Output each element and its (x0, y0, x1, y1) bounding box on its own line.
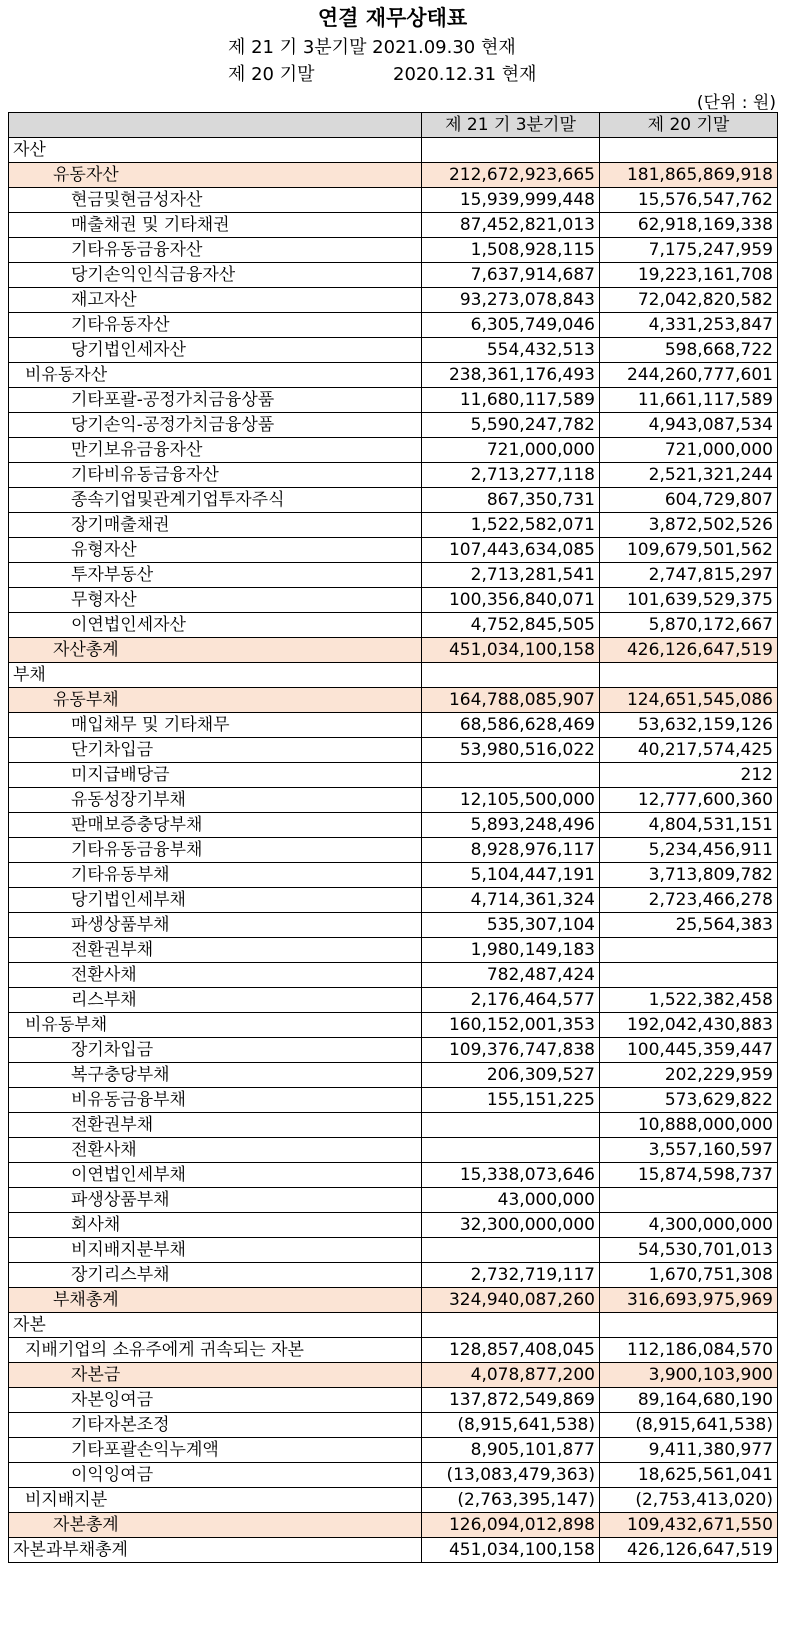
table-row (9, 1238, 778, 1263)
table-row (9, 288, 778, 313)
account-label: 전환권부채 (71, 1115, 154, 1135)
prior-period-value: 100,445,359,447 (600, 1038, 778, 1063)
account-cell (9, 1513, 422, 1538)
prior-period-date: 2020.12.31 현재 (393, 64, 537, 85)
account-label: 무형자산 (71, 590, 137, 610)
current-period-value: 2,713,281,541 (422, 563, 600, 588)
account-cell (9, 838, 422, 863)
statement-title: 연결 재무상태표 (317, 6, 468, 30)
table-row (9, 738, 778, 763)
account-cell (9, 1313, 422, 1338)
table-row (9, 713, 778, 738)
prior-period-value: 3,900,103,900 (600, 1363, 778, 1388)
prior-period-value: 109,432,671,550 (600, 1513, 778, 1538)
header-current-period: 제 21 기 3분기말 (422, 113, 600, 138)
account-cell (9, 1538, 422, 1563)
prior-period-value: 3,557,160,597 (600, 1138, 778, 1163)
current-period-value: 164,788,085,907 (422, 688, 600, 713)
current-period-value (422, 763, 600, 788)
table-row (9, 1488, 778, 1513)
account-label: 자본잉여금 (71, 1390, 154, 1410)
table-row (9, 613, 778, 638)
table-row (9, 563, 778, 588)
current-period-value: 6,305,749,046 (422, 313, 600, 338)
account-cell (9, 788, 422, 813)
table-row (9, 813, 778, 838)
account-cell (9, 1363, 422, 1388)
account-label: 기타유동자산 (71, 315, 170, 335)
current-period-value: 53,980,516,022 (422, 738, 600, 763)
account-label: 비유동자산 (25, 365, 108, 385)
account-label: 파생상품부채 (71, 1190, 170, 1210)
prior-period-value: 10,888,000,000 (600, 1113, 778, 1138)
current-period-value: 4,714,361,324 (422, 888, 600, 913)
prior-period-value (600, 1313, 778, 1338)
current-period-value: 12,105,500,000 (422, 788, 600, 813)
account-cell (9, 588, 422, 613)
current-period-value: 8,928,976,117 (422, 838, 600, 863)
table-row (9, 863, 778, 888)
account-cell (9, 1063, 422, 1088)
account-cell (9, 488, 422, 513)
prior-period-value: 1,522,382,458 (600, 988, 778, 1013)
prior-period-value: 604,729,807 (600, 488, 778, 513)
table-row (9, 238, 778, 263)
account-cell (9, 288, 422, 313)
table-row (9, 1263, 778, 1288)
account-cell (9, 1138, 422, 1163)
account-label: 리스부채 (71, 990, 137, 1010)
table-row (9, 1063, 778, 1088)
table-row (9, 1113, 778, 1138)
account-label: 기타자본조정 (71, 1415, 170, 1435)
account-label: 자본총계 (53, 1515, 119, 1535)
current-period-value: 324,940,087,260 (422, 1288, 600, 1313)
current-period-label: 제 21 기 3분기말 2021.09.30 현재 (228, 37, 516, 58)
account-cell (9, 1013, 422, 1038)
prior-period-value: 62,918,169,338 (600, 213, 778, 238)
account-cell (9, 1213, 422, 1238)
prior-period-value: 15,874,598,737 (600, 1163, 778, 1188)
account-label: 만기보유금융자산 (71, 440, 203, 460)
current-period-value: 93,273,078,843 (422, 288, 600, 313)
account-cell (9, 863, 422, 888)
prior-period-value: 1,670,751,308 (600, 1263, 778, 1288)
prior-period-value: 3,872,502,526 (600, 513, 778, 538)
table-row (9, 513, 778, 538)
account-label: 자산 (13, 140, 46, 160)
prior-period-value: 244,260,777,601 (600, 363, 778, 388)
table-row (9, 688, 778, 713)
current-period-value: 4,752,845,505 (422, 613, 600, 638)
account-cell (9, 563, 422, 588)
table-row (9, 1363, 778, 1388)
account-cell (9, 238, 422, 263)
account-label: 단기차입금 (71, 740, 154, 760)
account-cell (9, 213, 422, 238)
account-cell (9, 463, 422, 488)
current-period-value: (2,763,395,147) (422, 1488, 600, 1513)
account-label: 장기매출채권 (71, 515, 170, 535)
prior-period-value: 124,651,545,086 (600, 688, 778, 713)
account-label: 자본 (13, 1315, 46, 1335)
table-row (9, 1388, 778, 1413)
account-label: 회사채 (71, 1215, 121, 1235)
account-cell (9, 1463, 422, 1488)
current-period-value: 2,176,464,577 (422, 988, 600, 1013)
table-row (9, 1038, 778, 1063)
account-label: 유동성장기부채 (71, 790, 186, 810)
account-label: 기타유동부채 (71, 865, 170, 885)
account-label: 기타포괄-공정가치금융상품 (71, 390, 275, 410)
account-cell (9, 988, 422, 1013)
prior-period-value: 212 (600, 763, 778, 788)
current-period-value: 15,939,999,448 (422, 188, 600, 213)
current-period-value: 15,338,073,646 (422, 1163, 600, 1188)
prior-period-value: 53,632,159,126 (600, 713, 778, 738)
table-row (9, 1088, 778, 1113)
prior-period-value: 9,411,380,977 (600, 1438, 778, 1463)
account-cell (9, 638, 422, 663)
current-period-value: 100,356,840,071 (422, 588, 600, 613)
account-label: 이연법인세자산 (71, 615, 186, 635)
account-label: 판매보증충당부채 (71, 815, 203, 835)
account-cell (9, 763, 422, 788)
prior-period-value: 11,661,117,589 (600, 388, 778, 413)
table-row (9, 1013, 778, 1038)
prior-period-value (600, 938, 778, 963)
current-period-value (422, 663, 600, 688)
account-label: 전환사채 (71, 965, 137, 985)
current-period-value (422, 138, 600, 163)
current-period-value: 451,034,100,158 (422, 638, 600, 663)
current-period-value: 43,000,000 (422, 1188, 600, 1213)
account-cell (9, 738, 422, 763)
current-period-value (422, 1313, 600, 1338)
current-period-value: 109,376,747,838 (422, 1038, 600, 1063)
account-label: 비유동부채 (25, 1015, 108, 1035)
account-label: 당기손익인식금융자산 (71, 265, 236, 285)
account-cell (9, 513, 422, 538)
account-cell (9, 1113, 422, 1138)
table-row (9, 888, 778, 913)
account-cell (9, 1163, 422, 1188)
account-label: 유동부채 (53, 690, 119, 710)
prior-period-value: 7,175,247,959 (600, 238, 778, 263)
prior-period-value (600, 963, 778, 988)
current-period-value: 126,094,012,898 (422, 1513, 600, 1538)
table-row (9, 588, 778, 613)
prior-period-value: 3,713,809,782 (600, 863, 778, 888)
current-period-value: 1,980,149,183 (422, 938, 600, 963)
account-cell (9, 1338, 422, 1363)
account-cell (9, 313, 422, 338)
table-row (9, 263, 778, 288)
table-row (9, 963, 778, 988)
unit-label: (단위 : 원) (696, 93, 776, 113)
account-label: 미지급배당금 (71, 765, 170, 785)
table-row (9, 463, 778, 488)
table-row (9, 1438, 778, 1463)
balance-sheet-body (9, 113, 778, 1563)
current-period-value: 5,590,247,782 (422, 413, 600, 438)
account-cell (9, 913, 422, 938)
current-period-value: 1,522,582,071 (422, 513, 600, 538)
table-row (9, 388, 778, 413)
table-row (9, 638, 778, 663)
prior-period-value: 25,564,383 (600, 913, 778, 938)
current-period-value: 451,034,100,158 (422, 1538, 600, 1563)
current-period-value: 206,309,527 (422, 1063, 600, 1088)
account-cell (9, 613, 422, 638)
prior-period-value: 316,693,975,969 (600, 1288, 778, 1313)
header-prior-period: 제 20 기말 (600, 113, 778, 138)
current-period-value: 212,672,923,665 (422, 163, 600, 188)
table-row (9, 413, 778, 438)
table-row (9, 788, 778, 813)
prior-period-value: 721,000,000 (600, 438, 778, 463)
current-period-value: 68,586,628,469 (422, 713, 600, 738)
balance-sheet-table (8, 112, 778, 1563)
prior-period-label: 제 20 기말 (228, 64, 315, 85)
table-row (9, 913, 778, 938)
current-period-value: 1,508,928,115 (422, 238, 600, 263)
prior-period-value: 573,629,822 (600, 1088, 778, 1113)
account-cell (9, 388, 422, 413)
table-row (9, 438, 778, 463)
prior-period-value: 192,042,430,883 (600, 1013, 778, 1038)
current-period-value: 2,713,277,118 (422, 463, 600, 488)
account-label: 매입채무 및 기타채무 (71, 715, 230, 735)
table-row (9, 1213, 778, 1238)
account-cell (9, 1188, 422, 1213)
current-period-value (422, 1138, 600, 1163)
prior-period-value: 598,668,722 (600, 338, 778, 363)
account-label: 기타포괄손익누계액 (71, 1440, 219, 1460)
account-cell (9, 188, 422, 213)
table-row (9, 1338, 778, 1363)
table-row (9, 988, 778, 1013)
prior-period-value: 112,186,084,570 (600, 1338, 778, 1363)
account-cell (9, 338, 422, 363)
table-row (9, 538, 778, 563)
current-period-value: 782,487,424 (422, 963, 600, 988)
account-label: 당기손익-공정가치금융상품 (71, 415, 275, 435)
current-period-value: 554,432,513 (422, 338, 600, 363)
prior-period-value: 54,530,701,013 (600, 1238, 778, 1263)
current-period-value: 4,078,877,200 (422, 1363, 600, 1388)
prior-period-value: (8,915,641,538) (600, 1413, 778, 1438)
table-row (9, 163, 778, 188)
prior-period-value: 4,331,253,847 (600, 313, 778, 338)
current-period-value: 128,857,408,045 (422, 1338, 600, 1363)
account-label: 기타비유동금융자산 (71, 465, 219, 485)
account-cell (9, 1288, 422, 1313)
account-cell (9, 263, 422, 288)
prior-period-value: 2,521,321,244 (600, 463, 778, 488)
current-period-value: 721,000,000 (422, 438, 600, 463)
table-row (9, 1413, 778, 1438)
account-label: 현금및현금성자산 (71, 190, 203, 210)
account-label: 유형자산 (71, 540, 137, 560)
prior-period-value: 426,126,647,519 (600, 1538, 778, 1563)
account-cell (9, 1038, 422, 1063)
account-label: 유동자산 (53, 165, 119, 185)
account-cell (9, 163, 422, 188)
account-label: 비유동금융부채 (71, 1090, 186, 1110)
current-period-value: 137,872,549,869 (422, 1388, 600, 1413)
account-cell (9, 888, 422, 913)
account-cell (9, 713, 422, 738)
prior-period-value: 19,223,161,708 (600, 263, 778, 288)
account-cell (9, 1388, 422, 1413)
prior-period-value: 5,234,456,911 (600, 838, 778, 863)
prior-period-value: 4,943,087,534 (600, 413, 778, 438)
prior-period-value: 4,300,000,000 (600, 1213, 778, 1238)
account-label: 부채총계 (53, 1290, 119, 1310)
account-label: 자본금 (71, 1365, 121, 1385)
current-period-value: 8,905,101,877 (422, 1438, 600, 1463)
table-row (9, 188, 778, 213)
current-period-value: 5,104,447,191 (422, 863, 600, 888)
account-cell (9, 1238, 422, 1263)
account-cell (9, 1488, 422, 1513)
account-label: 자본과부채총계 (13, 1540, 128, 1560)
prior-period-value: 18,625,561,041 (600, 1463, 778, 1488)
account-cell (9, 1263, 422, 1288)
table-row (9, 1163, 778, 1188)
prior-period-value: 4,804,531,151 (600, 813, 778, 838)
table-row (9, 1463, 778, 1488)
prior-period-value: (2,753,413,020) (600, 1488, 778, 1513)
table-row (9, 1288, 778, 1313)
current-period-value: 155,151,225 (422, 1088, 600, 1113)
current-period-value: 5,893,248,496 (422, 813, 600, 838)
account-label: 복구충당부채 (71, 1065, 170, 1085)
current-period-value: 160,152,001,353 (422, 1013, 600, 1038)
prior-period-value: 426,126,647,519 (600, 638, 778, 663)
prior-period-value (600, 1188, 778, 1213)
account-cell (9, 663, 422, 688)
account-cell (9, 813, 422, 838)
table-row (9, 313, 778, 338)
table-row (9, 1138, 778, 1163)
prior-period-value: 101,639,529,375 (600, 588, 778, 613)
account-label: 당기법인세부채 (71, 890, 186, 910)
prior-period-value: 40,217,574,425 (600, 738, 778, 763)
account-cell (9, 538, 422, 563)
prior-period-value: 202,229,959 (600, 1063, 778, 1088)
current-period-value: 32,300,000,000 (422, 1213, 600, 1238)
current-period-value: 11,680,117,589 (422, 388, 600, 413)
table-row (9, 138, 778, 163)
current-period-value: 867,350,731 (422, 488, 600, 513)
account-label: 비지배지분 (25, 1490, 108, 1510)
table-row (9, 1538, 778, 1563)
prior-period-value: 72,042,820,582 (600, 288, 778, 313)
table-row (9, 1313, 778, 1338)
account-label: 매출채권 및 기타채권 (71, 215, 230, 235)
current-period-value (422, 1238, 600, 1263)
prior-period-value: 109,679,501,562 (600, 538, 778, 563)
table-row (9, 663, 778, 688)
current-period-value: 2,732,719,117 (422, 1263, 600, 1288)
prior-period-value: 2,723,466,278 (600, 888, 778, 913)
table-row (9, 363, 778, 388)
account-cell (9, 1088, 422, 1113)
account-label: 파생상품부채 (71, 915, 170, 935)
account-label: 비지배지분부채 (71, 1240, 186, 1260)
account-label: 이연법인세부채 (71, 1165, 186, 1185)
table-row (9, 488, 778, 513)
prior-period-value (600, 138, 778, 163)
account-cell (9, 1438, 422, 1463)
prior-period-value (600, 663, 778, 688)
current-period-value: 107,443,634,085 (422, 538, 600, 563)
table-row (9, 938, 778, 963)
account-cell (9, 138, 422, 163)
current-period-value (422, 1113, 600, 1138)
account-cell (9, 938, 422, 963)
account-label: 지배기업의 소유주에게 귀속되는 자본 (25, 1340, 304, 1360)
account-cell (9, 963, 422, 988)
prior-period-value: 15,576,547,762 (600, 188, 778, 213)
account-label: 자산총계 (53, 640, 119, 660)
table-row (9, 338, 778, 363)
prior-period-value: 5,870,172,667 (600, 613, 778, 638)
current-period-value: 238,361,176,493 (422, 363, 600, 388)
table-row (9, 1188, 778, 1213)
current-period-value: 7,637,914,687 (422, 263, 600, 288)
account-label: 장기리스부채 (71, 1265, 170, 1285)
prior-period-value: 12,777,600,360 (600, 788, 778, 813)
account-label: 당기법인세자산 (71, 340, 186, 360)
account-label: 종속기업및관계기업투자주식 (71, 490, 285, 510)
account-label: 기타유동금융부채 (71, 840, 203, 860)
prior-period-value: 181,865,869,918 (600, 163, 778, 188)
account-label: 전환권부채 (71, 940, 154, 960)
account-cell (9, 438, 422, 463)
account-cell (9, 413, 422, 438)
account-label: 기타유동금융자산 (71, 240, 203, 260)
table-row (9, 1513, 778, 1538)
account-cell (9, 1413, 422, 1438)
header-account (9, 113, 422, 138)
current-period-value: 535,307,104 (422, 913, 600, 938)
table-row (9, 763, 778, 788)
table-row (9, 838, 778, 863)
table-header-row (9, 113, 778, 138)
current-period-value: (13,083,479,363) (422, 1463, 600, 1488)
account-cell (9, 688, 422, 713)
prior-period-value: 89,164,680,190 (600, 1388, 778, 1413)
account-label: 전환사채 (71, 1140, 137, 1160)
account-label: 부채 (13, 665, 46, 685)
current-period-value: 87,452,821,013 (422, 213, 600, 238)
account-label: 장기차입금 (71, 1040, 154, 1060)
account-cell (9, 363, 422, 388)
account-label: 투자부동산 (71, 565, 154, 585)
prior-period-value: 2,747,815,297 (600, 563, 778, 588)
table-row (9, 213, 778, 238)
account-label: 재고자산 (71, 290, 137, 310)
current-period-value: (8,915,641,538) (422, 1413, 600, 1438)
account-label: 이익잉여금 (71, 1465, 154, 1485)
